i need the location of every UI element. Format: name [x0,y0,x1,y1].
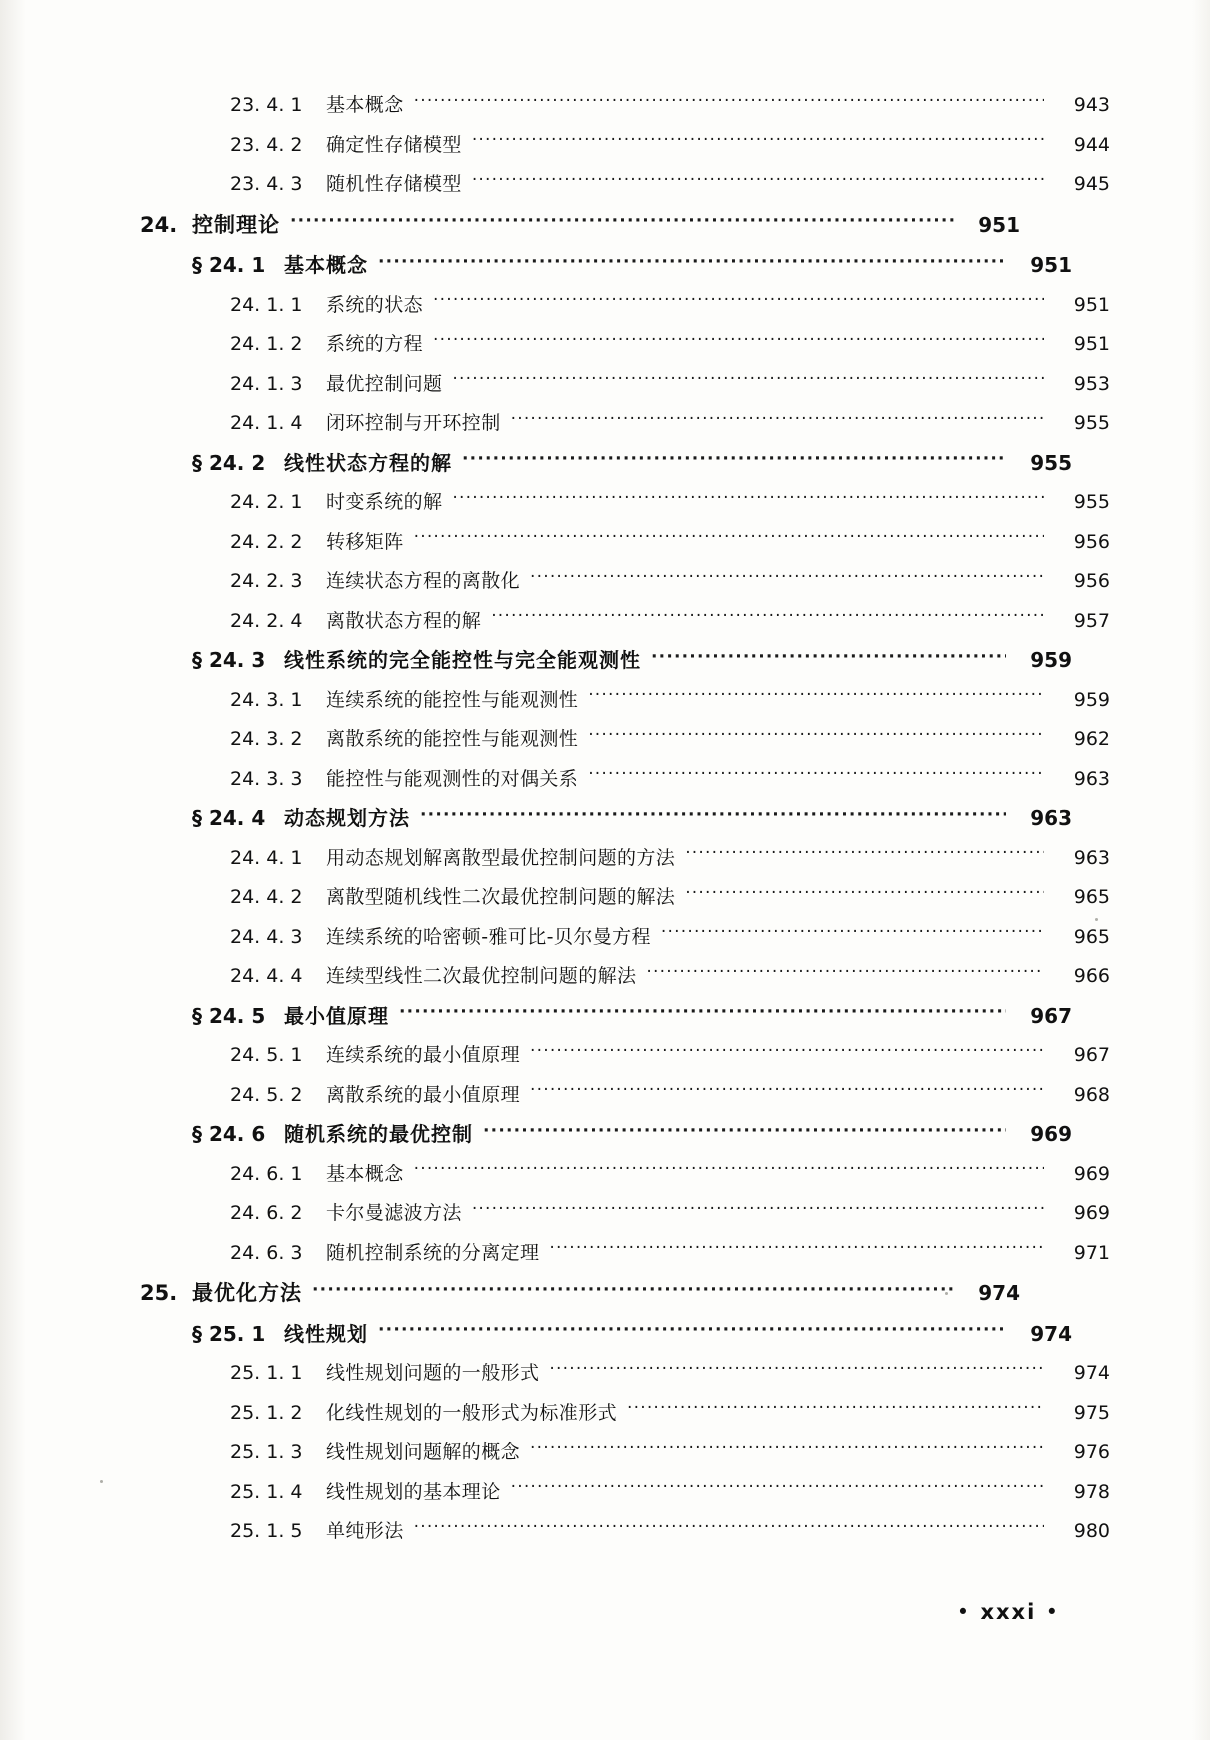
toc-entry-label: 最小值原理 [284,1003,389,1028]
toc-entry-page-number: 959 [1073,688,1110,711]
toc-entry[interactable] [140,1042,1110,1065]
toc-entry-number: 24. 2. 4 [230,609,303,632]
toc-leader-dots [290,211,954,232]
toc-entry-label: 连续型线性二次最优控制问题的解法 [326,965,637,987]
toc-entry-page-number: 956 [1073,530,1110,553]
toc-entry-number: § 25. 1 [192,1321,266,1346]
toc-entry-label: 离散型随机线性二次最优控制问题的解法 [326,886,676,908]
toc-leader-dots [399,1003,1006,1023]
toc-leader-dots [511,410,1044,429]
toc-entry[interactable] [140,410,1110,433]
toc-entry-number: 23. 4. 1 [230,94,303,116]
toc-entry-page-number: 963 [1073,767,1110,790]
toc-entry[interactable] [140,1082,1110,1105]
toc-entry-label: 系统的状态 [326,293,424,316]
toc-entry-label: 线性规划问题解的概念 [326,1441,521,1463]
toc-entry[interactable] [140,608,1110,631]
toc-entry[interactable] [140,1518,1110,1541]
toc-leader-dots [420,805,1006,825]
toc-entry-number: 24. 6. 1 [230,1162,303,1185]
toc-entry[interactable] [140,647,1072,670]
toc-leader-dots [549,1240,1044,1259]
toc-entry-label: 动态规划方法 [284,806,410,830]
toc-entry-label: 基本概念 [284,253,368,277]
toc-entry-page-number: 951 [1073,293,1110,316]
toc-entry-number: 24. 5. 2 [230,1083,303,1106]
toc-leader-dots [588,687,1044,706]
toc-entry-label: 连续系统的最小值原理 [326,1044,521,1066]
toc-leader-dots [433,331,1044,350]
toc-entry-page-number: 965 [1073,925,1110,948]
toc-entry[interactable] [140,450,1072,473]
toc-entry[interactable] [140,92,1110,115]
toc-entry-label: 转移矩阵 [326,530,404,553]
toc-entry[interactable] [140,963,1110,986]
toc-entry-page-number: 974 [1030,1321,1072,1346]
toc-entry[interactable] [140,211,1020,236]
toc-entry-page-number: 944 [1073,133,1110,156]
toc-entry-label: 最优化方法 [192,1281,302,1305]
toc-entry[interactable] [140,687,1110,710]
toc-leader-dots [530,1082,1044,1101]
toc-entry-label: 连续系统的哈密顿-雅可比-贝尔曼方程 [326,925,651,948]
toc-leader-dots [378,252,1006,272]
toc-leader-dots [462,450,1006,470]
toc-entry[interactable] [140,171,1110,194]
toc-entry[interactable] [140,371,1110,394]
toc-entry-number: 24. 3. 3 [230,767,303,790]
toc-entry-number: 25. 1. 2 [230,1401,303,1424]
toc-entry-label: 控制理论 [192,212,280,237]
toc-entry-label: 卡尔曼滤波方法 [326,1202,462,1224]
toc-entry[interactable] [140,1439,1110,1462]
toc-entry-number: 24. 4. 2 [230,886,303,908]
toc-entry-page-number: 951 [978,212,1020,237]
toc-entry[interactable] [140,529,1110,552]
toc-entry-page-number: 959 [1030,648,1072,672]
toc-entry-label: 线性状态方程的解 [284,450,452,475]
toc-entry-page-number: 967 [1030,1003,1072,1028]
scan-edge-right [1192,0,1210,1740]
toc-leader-dots [414,1518,1044,1537]
toc-entry-number: 24. 4. 1 [230,846,303,869]
toc-entry-number: § 24. 5 [192,1003,266,1028]
toc-entry-label: 化线性规划的一般形式为标准形式 [326,1401,618,1424]
toc-leader-dots [685,845,1044,864]
scan-edge-left [0,0,26,1740]
toc-entry-page-number: 955 [1030,450,1072,475]
toc-entry-label: 随机控制系统的分离定理 [326,1241,540,1264]
toc-entry-label: 连续系统的能控性与能观测性 [326,688,579,711]
toc-leader-dots [414,92,1044,111]
toc-entry[interactable] [140,1479,1110,1502]
toc-entry[interactable] [140,252,1072,275]
toc-entry-page-number: 969 [1030,1122,1072,1146]
toc-entry[interactable] [140,1279,1020,1304]
toc-entry-page-number: 965 [1073,886,1110,908]
toc-leader-dots [483,1121,1006,1141]
toc-entry[interactable] [140,1121,1072,1144]
toc-entry[interactable] [140,884,1110,907]
toc-entry-number: 24. 2. 1 [230,491,303,513]
toc-entry[interactable] [140,1003,1072,1026]
toc-entry-number: § 24. 6 [192,1122,266,1146]
toc-entry-number: 24. 6. 3 [230,1241,303,1264]
toc-entry-number: 23. 4. 3 [230,173,303,195]
toc-leader-dots [491,608,1044,627]
toc-entry[interactable] [140,1161,1110,1184]
toc-entry-label: 时变系统的解 [326,491,443,513]
toc-leader-dots [661,924,1044,943]
toc-entry-number: § 24. 4 [192,806,266,830]
toc-entry-page-number: 974 [1073,1362,1110,1384]
toc-entry-page-number: 966 [1073,965,1110,987]
toc-entry-page-number: 967 [1073,1044,1110,1066]
toc-entry-page-number: 969 [1073,1202,1110,1224]
toc-entry[interactable] [140,132,1110,155]
toc-entry-page-number: 953 [1073,372,1110,395]
toc-entry-number: 25. [140,1281,178,1305]
toc-leader-dots [452,489,1044,508]
toc-entry-number: 25. 1. 5 [230,1520,303,1542]
toc-entry-page-number: 963 [1073,846,1110,869]
table-of-contents [140,92,1110,1558]
toc-entry-page-number: 975 [1073,1401,1110,1424]
toc-leader-dots [646,963,1044,982]
page-folio [0,1600,1060,1624]
toc-entry[interactable] [140,489,1110,512]
toc-entry-number: § 24. 2 [192,450,266,475]
toc-entry-number: 24. [140,212,178,237]
toc-entry-number: 24. 4. 3 [230,925,303,948]
toc-entry[interactable] [140,1400,1110,1423]
toc-entry[interactable] [140,924,1110,947]
toc-leader-dots [530,1439,1044,1458]
scan-speck [100,1480,103,1483]
toc-entry-number: 23. 4. 2 [230,133,303,156]
toc-entry[interactable] [140,292,1110,315]
toc-entry-page-number: 976 [1073,1441,1110,1463]
toc-entry-page-number: 978 [1073,1480,1110,1503]
toc-entry[interactable] [140,331,1110,354]
toc-entry-number: 24. 2. 3 [230,570,303,592]
toc-leader-dots [549,1360,1044,1379]
toc-entry-page-number: 951 [1030,253,1072,277]
toc-entry-number: 24. 3. 2 [230,728,303,750]
toc-leader-dots [472,132,1044,151]
scan-speck [1095,918,1098,921]
toc-entry-page-number: 955 [1073,491,1110,513]
folio-left-mark: • [956,1600,972,1624]
toc-entry-number: 24. 6. 2 [230,1202,303,1224]
toc-leader-dots [530,568,1044,587]
toc-entry-label: 基本概念 [326,1162,404,1185]
toc-entry-label: 闭环控制与开环控制 [326,412,501,434]
toc-entry-page-number: 962 [1073,728,1110,750]
toc-entry-label: 线性规划的基本理论 [326,1480,501,1503]
toc-entry-page-number: 974 [978,1281,1020,1305]
toc-entry-label: 能控性与能观测性的对偶关系 [326,767,579,790]
toc-leader-dots [472,1200,1044,1219]
toc-entry[interactable] [140,1200,1110,1223]
toc-entry-number: 24. 3. 1 [230,688,303,711]
toc-entry-page-number: 971 [1073,1241,1110,1264]
toc-entry-number: 25. 1. 4 [230,1480,303,1503]
toc-entry-label: 离散系统的能控性与能观测性 [326,728,579,750]
toc-entry-page-number: 957 [1073,609,1110,632]
toc-entry-number: 24. 5. 1 [230,1044,303,1066]
toc-entry-number: § 24. 3 [192,648,266,672]
toc-entry[interactable] [140,726,1110,749]
toc-entry-label: 连续状态方程的离散化 [326,570,521,592]
toc-entry-label: 基本概念 [326,94,404,116]
toc-leader-dots [651,647,1006,667]
toc-entry-label: 随机性存储模型 [326,173,462,195]
toc-leader-dots [588,766,1044,785]
toc-entry-label: 最优控制问题 [326,372,443,395]
toc-leader-dots [414,1161,1044,1180]
toc-leader-dots [627,1400,1044,1419]
toc-entry-label: 随机系统的最优控制 [284,1122,473,1146]
toc-entry-page-number: 951 [1073,333,1110,355]
toc-entry-label: 线性规划 [284,1321,368,1346]
folio-right-mark: • [1045,1600,1060,1624]
toc-entry-number: § 24. 1 [192,253,266,277]
toc-entry-label: 离散系统的最小值原理 [326,1083,521,1106]
toc-entry[interactable] [140,1240,1110,1263]
toc-entry-number: 25. 1. 1 [230,1362,303,1384]
toc-leader-dots [472,171,1044,190]
toc-entry-page-number: 980 [1073,1520,1110,1542]
toc-entry-page-number: 945 [1073,173,1110,195]
toc-entry-label: 单纯形法 [326,1520,404,1542]
toc-entry-page-number: 943 [1073,94,1110,116]
toc-leader-dots [588,726,1044,745]
toc-entry-number: 24. 4. 4 [230,965,303,987]
toc-entry[interactable] [140,845,1110,868]
toc-entry-label: 线性规划问题的一般形式 [326,1362,540,1384]
toc-entry[interactable] [140,766,1110,789]
toc-leader-dots [685,884,1044,903]
toc-leader-dots [378,1321,1006,1341]
folio-number: xxxi [980,1600,1037,1624]
toc-entry-number: 24. 1. 4 [230,412,303,434]
toc-entry-page-number: 968 [1073,1083,1110,1106]
toc-entry-page-number: 963 [1030,806,1072,830]
toc-leader-dots [433,292,1044,311]
toc-entry-number: 25. 1. 3 [230,1441,303,1463]
toc-entry-label: 确定性存储模型 [326,133,462,156]
toc-entry-label: 线性系统的完全能控性与完全能观测性 [284,648,641,672]
toc-entry-page-number: 955 [1073,412,1110,434]
toc-entry-number: 24. 1. 3 [230,372,303,395]
toc-entry[interactable] [140,1321,1072,1344]
toc-entry-page-number: 956 [1073,570,1110,592]
toc-entry-label: 离散状态方程的解 [326,609,482,632]
toc-leader-dots [312,1279,954,1300]
toc-entry-number: 24. 1. 2 [230,333,303,355]
toc-entry-page-number: 969 [1073,1162,1110,1185]
toc-entry[interactable] [140,805,1072,828]
toc-entry-number: 24. 2. 2 [230,530,303,553]
toc-entry-number: 24. 1. 1 [230,293,303,316]
toc-entry-label: 用动态规划解离散型最优控制问题的方法 [326,846,676,869]
toc-entry[interactable] [140,1360,1110,1383]
toc-leader-dots [511,1479,1044,1498]
toc-leader-dots [452,371,1044,390]
toc-leader-dots [414,529,1044,548]
toc-entry-label: 系统的方程 [326,333,424,355]
toc-entry[interactable] [140,568,1110,591]
toc-leader-dots [530,1042,1044,1061]
